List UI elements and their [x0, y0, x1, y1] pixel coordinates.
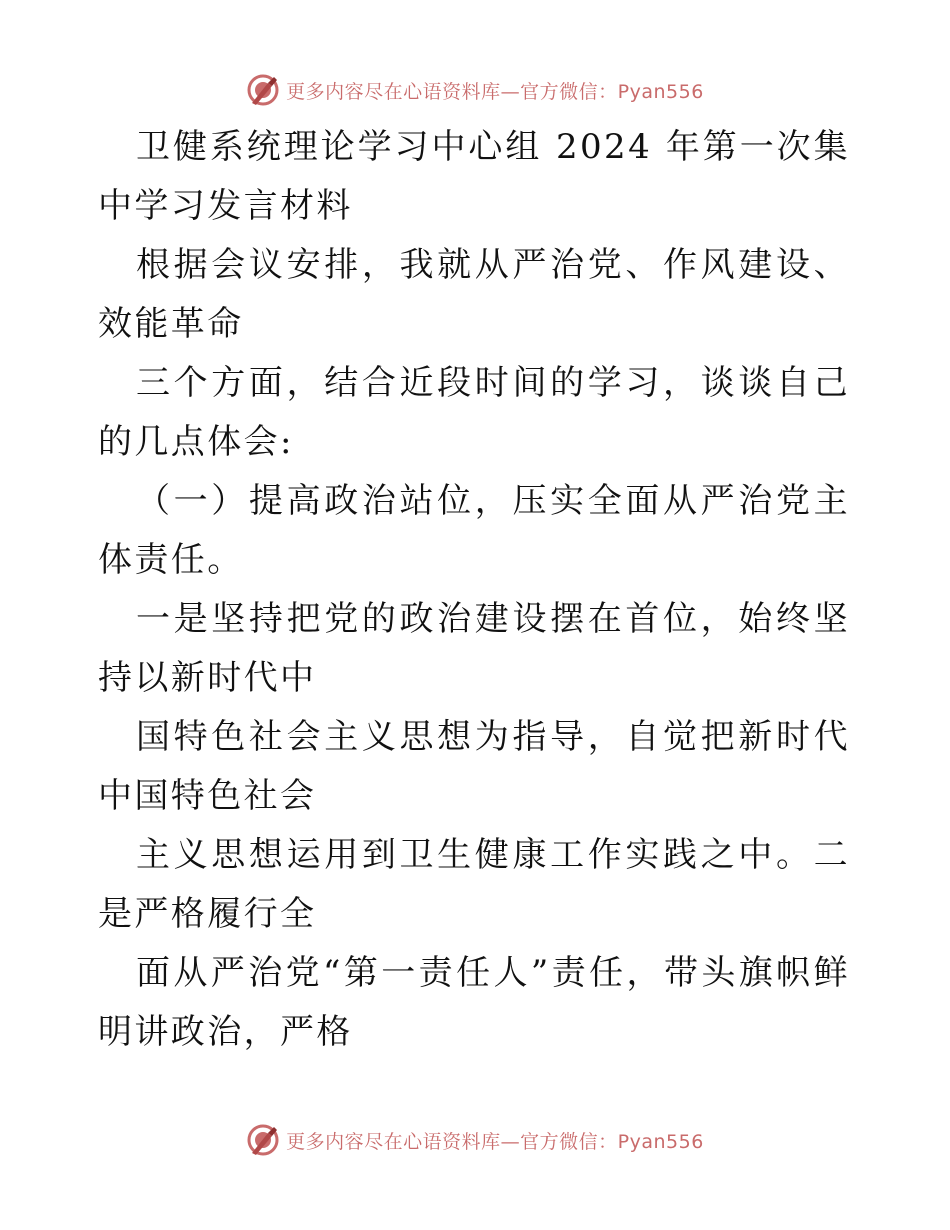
pen-seal-icon [246, 73, 280, 107]
footer-banner-text: 更多内容尽在心语资料库—官方微信：Pyan556 [286, 1130, 704, 1153]
header-wechat-handle: Pyan556 [617, 80, 704, 103]
paragraph: 三个方面，结合近段时间的学习，谈谈自己的几点体会: [98, 363, 850, 462]
paragraph: 一是坚持把党的政治建设摆在首位，始终坚持以新时代中 [98, 599, 850, 698]
header-banner-text: 更多内容尽在心语资料库—官方微信：Pyan556 [286, 80, 704, 103]
document-body [98, 118, 850, 1062]
footer-banner[interactable] [0, 1120, 950, 1160]
pen-seal-icon [246, 1123, 280, 1157]
paragraph: 根据会议安排，我就从严治党、作风建设、效能革命 [98, 245, 850, 344]
document-title: 卫健系统理论学习中心组 2024 年第一次集中学习发言材料 [98, 127, 850, 226]
header-banner[interactable] [0, 70, 950, 110]
section-heading: （一）提高政治站位，压实全面从严治党主体责任。 [98, 481, 850, 580]
footer-wechat-handle: Pyan556 [617, 1130, 704, 1153]
paragraph: 国特色社会主义思想为指导，自觉把新时代中国特色社会 [98, 717, 850, 816]
paragraph: 主义思想运用到卫生健康工作实践之中。二是严格履行全 [98, 835, 850, 934]
paragraph: 面从严治党“第一责任人”责任，带头旗帜鲜明讲政治，严格 [98, 953, 850, 1052]
